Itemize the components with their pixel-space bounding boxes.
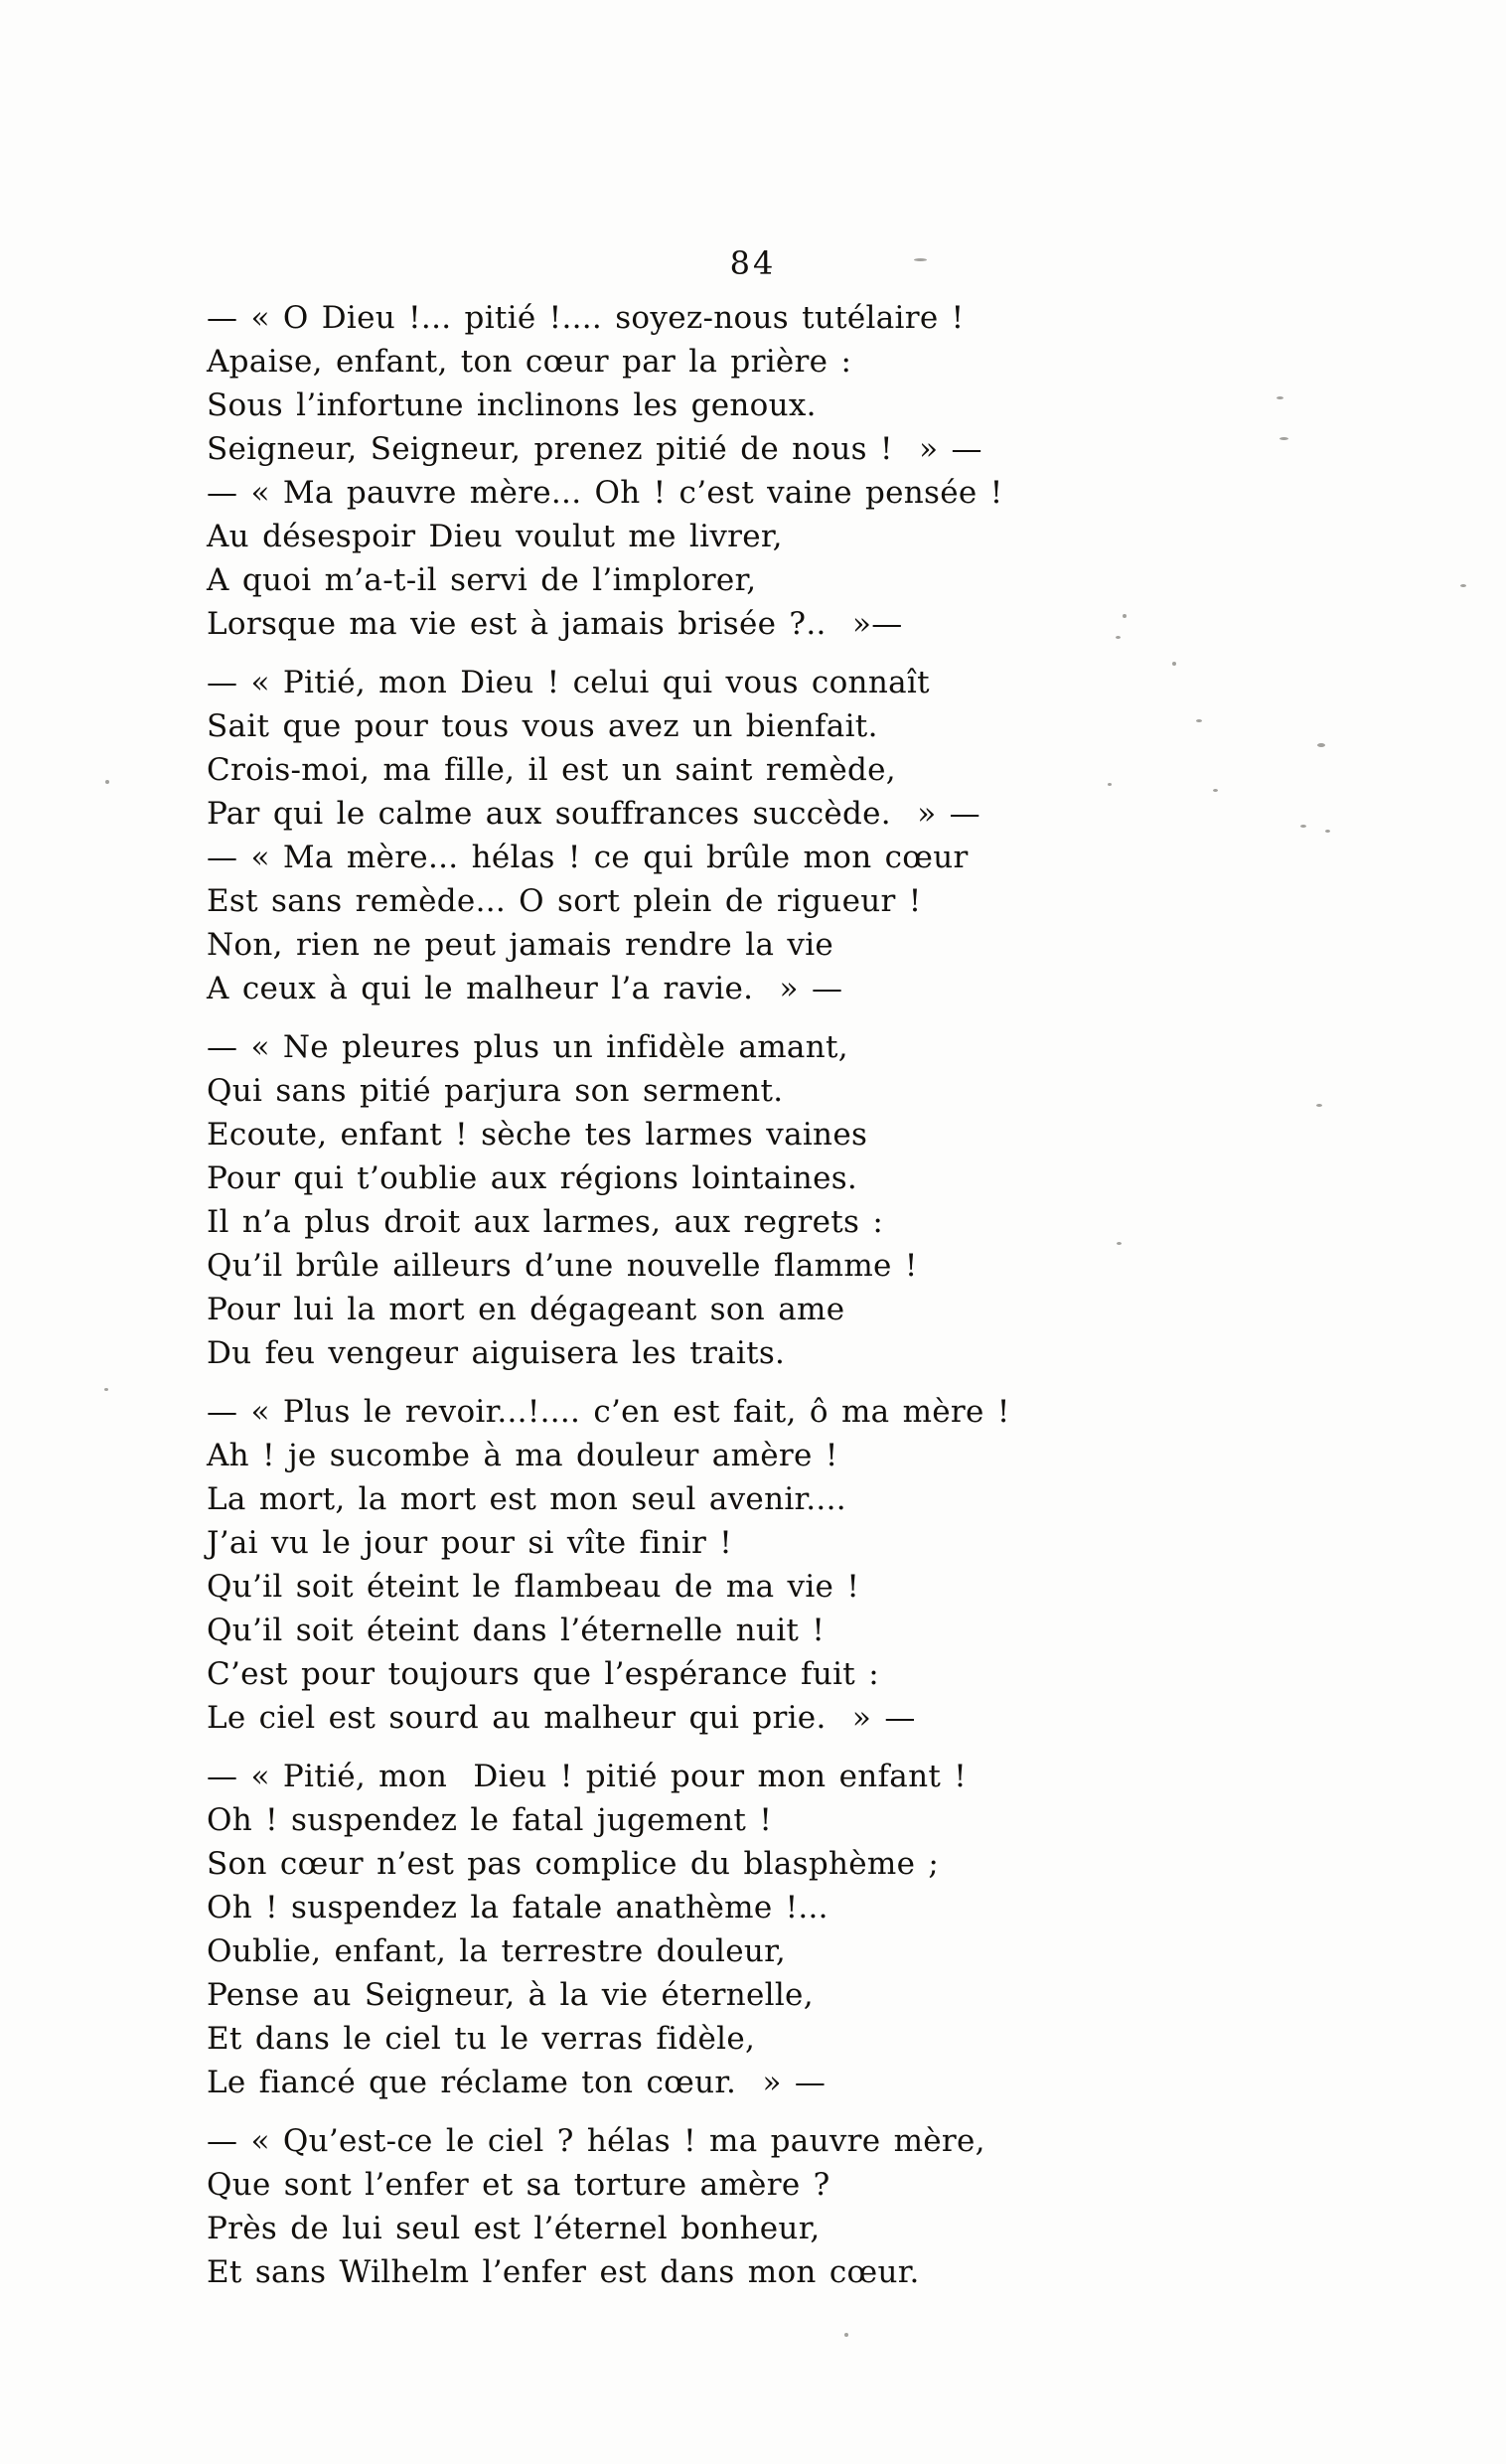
poem-line: — « Pitié, mon Dieu ! pitié pour mon enfant !: [207, 1759, 968, 1794]
poem-line: Ecoute, enfant ! sèche tes larmes vaines: [207, 1117, 868, 1153]
scan-speck: [1213, 789, 1218, 792]
poem-line: — « Pitié, mon Dieu ! celui qui vous connaît: [207, 665, 930, 700]
poem-line: Et sans Wilhelm l’enfer est dans mon cœur.: [207, 2254, 920, 2290]
poem-line: — « Ma pauvre mère... Oh ! c’est vaine pensée !: [207, 475, 1003, 511]
poem-line: Oh ! suspendez la fatale anathème !...: [207, 1890, 828, 1925]
poem-line: Qui sans pitié parjura son serment.: [207, 1073, 784, 1109]
scan-speck: [1108, 783, 1112, 786]
poem-line: Que sont l’enfer et sa torture amère ?: [207, 2167, 830, 2203]
poem-line: Près de lui seul est l’éternel bonheur,: [207, 2211, 821, 2246]
poem-body: [207, 296, 1280, 2294]
stanza: [207, 296, 1280, 646]
poem-line: La mort, la mort est mon seul avenir....: [207, 1481, 846, 1517]
poem-line: — « O Dieu !... pitié !.... soyez-nous tutélaire !: [207, 300, 965, 336]
poem-line: — « Qu’est-ce le ciel ? hélas ! ma pauvre mère,: [207, 2123, 985, 2159]
scan-speck: [1300, 825, 1306, 828]
poem-line: Le fiancé que réclame ton cœur. » —: [207, 2065, 827, 2100]
scan-speck: [1317, 743, 1325, 747]
poem-line: Lorsque ma vie est à jamais brisée ?.. »—: [207, 606, 903, 642]
scan-speck: [1316, 1104, 1322, 1107]
poem-line: A ceux à qui le malheur l’a ravie. » —: [207, 971, 843, 1006]
poem-line: C’est pour toujours que l’espérance fuit :: [207, 1656, 879, 1692]
poem-line: Pour lui la mort en dégageant son ame: [207, 1292, 845, 1327]
scan-speck: [1325, 830, 1330, 833]
poem-line: Du feu vengeur aiguisera les traits.: [207, 1335, 786, 1371]
scan-speck: [1123, 614, 1127, 618]
stanza: [207, 661, 1280, 1010]
scan-speck: [1277, 396, 1283, 399]
poem-line: Son cœur n’est pas complice du blasphème ;: [207, 1846, 940, 1882]
scan-speck: [914, 258, 927, 261]
stanza: [207, 1025, 1280, 1375]
page-number: 84: [729, 244, 777, 282]
poem-line: Qu’il soit éteint dans l’éternelle nuit !: [207, 1613, 826, 1648]
poem-line: Sous l’infortune inclinons les genoux.: [207, 387, 817, 423]
scan-speck: [1460, 584, 1466, 587]
poem-line: Oublie, enfant, la terrestre douleur,: [207, 1933, 786, 1969]
poem-line: Pense au Seigneur, à la vie éternelle,: [207, 1977, 814, 2013]
scan-speck: [105, 780, 109, 784]
poem-line: Il n’a plus droit aux larmes, aux regrets :: [207, 1204, 884, 1240]
poem-line: Non, rien ne peut jamais rendre la vie: [207, 927, 834, 963]
poem-line: Apaise, enfant, ton cœur par la prière :: [207, 344, 852, 380]
scan-speck: [1280, 437, 1288, 440]
poem-line: Par qui le calme aux souffrances succède. » —: [207, 796, 980, 832]
poem-line: Qu’il brûle ailleurs d’une nouvelle flamme !: [207, 1248, 918, 1284]
poem-line: A quoi m’a-t-il servi de l’implorer,: [207, 562, 757, 598]
scan-speck: [1172, 662, 1176, 666]
poem-line: J’ai vu le jour pour si vîte finir !: [207, 1525, 732, 1561]
stanza: [207, 1755, 1280, 2104]
poem-line: Et dans le ciel tu le verras fidèle,: [207, 2021, 756, 2057]
scan-speck: [1117, 1242, 1122, 1245]
scan-speck: [104, 1388, 108, 1391]
scan-speck: [1196, 719, 1202, 722]
poem-line: Au désespoir Dieu voulut me livrer,: [207, 519, 783, 554]
poem-line: Oh ! suspendez le fatal jugement !: [207, 1802, 773, 1838]
poem-line: Est sans remède... O sort plein de rigueur !: [207, 883, 922, 919]
poem-line: — « Plus le revoir...!.... c’en est fait, ô ma mère !: [207, 1394, 1010, 1430]
scan-speck: [844, 2333, 848, 2337]
poem-line: — « Ma mère... hélas ! ce qui brûle mon cœur: [207, 840, 969, 875]
poem-line: Le ciel est sourd au malheur qui prie. » —: [207, 1700, 916, 1736]
poem-line: Ah ! je sucombe à ma douleur amère !: [207, 1438, 838, 1473]
stanza: [207, 2119, 1280, 2294]
poem-line: Seigneur, Seigneur, prenez pitié de nous ! » —: [207, 431, 982, 467]
poem-line: — « Ne pleures plus un infidèle amant,: [207, 1029, 848, 1065]
poem-line: Pour qui t’oublie aux régions lointaines.: [207, 1160, 858, 1196]
stanza: [207, 1390, 1280, 1740]
poem-line: Sait que pour tous vous avez un bienfait.: [207, 708, 878, 744]
poem-line: Qu’il soit éteint le flambeau de ma vie !: [207, 1569, 860, 1605]
scan-speck: [1116, 636, 1121, 639]
poem-line: Crois-moi, ma fille, il est un saint remède,: [207, 752, 896, 788]
